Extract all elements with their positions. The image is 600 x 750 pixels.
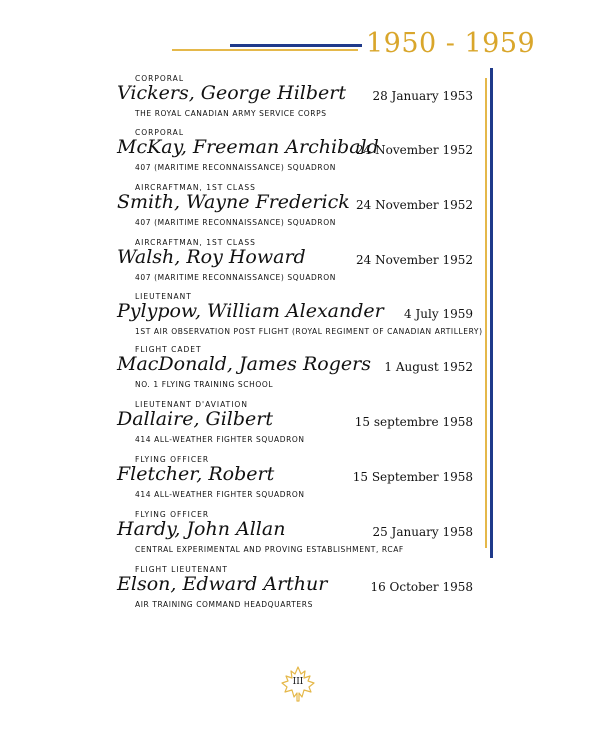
entry-unit: AIR TRAINING COMMAND HEADQUARTERS xyxy=(135,600,313,609)
memorial-entry xyxy=(117,128,477,180)
page-number: III xyxy=(292,677,304,687)
entry-unit: 414 ALL-WEATHER FIGHTER SQUADRON xyxy=(135,490,305,499)
entry-date: 1 August 1952 xyxy=(384,360,473,374)
memorial-entry xyxy=(117,565,477,617)
entry-date: 15 September 1958 xyxy=(352,470,473,484)
entry-rank: FLYING OFFICER xyxy=(135,455,210,464)
page-number-emblem xyxy=(278,664,318,704)
entry-name: MacDonald, James Rogers xyxy=(117,353,371,375)
entry-name: Pylypow, William Alexander xyxy=(117,300,384,322)
memorial-entry xyxy=(117,238,477,290)
entry-name: Smith, Wayne Frederick xyxy=(117,191,350,213)
entry-date: 24 November 1952 xyxy=(356,253,473,267)
entry-unit: 1ST AIR OBSERVATION POST FLIGHT (ROYAL REGIMENT OF CANADIAN ARTILLERY) xyxy=(135,327,483,336)
entry-date: 4 July 1959 xyxy=(404,307,473,321)
entry-rank: AIRCRAFTMAN, 1ST CLASS xyxy=(135,183,256,192)
entry-name: Dallaire, Gilbert xyxy=(117,408,273,430)
entry-name: Walsh, Roy Howard xyxy=(117,246,306,268)
entry-date: 15 septembre 1958 xyxy=(354,415,473,429)
header-rule-gold xyxy=(172,49,358,51)
entry-rank: LIEUTENANT D'AVIATION xyxy=(135,400,248,409)
entry-date: 28 January 1953 xyxy=(372,89,473,103)
entry-date: 24 November 1952 xyxy=(356,198,473,212)
entry-rank: LIEUTENANT xyxy=(135,292,192,301)
memorial-entry xyxy=(117,183,477,235)
memorial-entry xyxy=(117,400,477,452)
entry-unit: 407 (MARITIME RECONNAISSANCE) SQUADRON xyxy=(135,163,336,172)
decade-title: 1950 - 1959 xyxy=(366,28,536,59)
entry-unit: 407 (MARITIME RECONNAISSANCE) SQUADRON xyxy=(135,218,336,227)
entry-rank: FLIGHT LIEUTENANT xyxy=(135,565,228,574)
memorial-entry xyxy=(117,455,477,507)
entry-name: Hardy, John Allan xyxy=(117,518,286,540)
entry-unit: CENTRAL EXPERIMENTAL AND PROVING ESTABLISHMENT, RCAF xyxy=(135,545,404,554)
memorial-entry xyxy=(117,74,477,126)
memorial-entry xyxy=(117,292,483,344)
entry-date: 24 November 1952 xyxy=(356,143,473,157)
entry-rank: FLYING OFFICER xyxy=(135,510,210,519)
entry-name: McKay, Freeman Archibald xyxy=(117,136,379,158)
memorial-entry xyxy=(117,510,477,562)
entry-name: Elson, Edward Arthur xyxy=(117,573,328,595)
margin-rule-blue xyxy=(490,68,493,558)
entry-rank: FLIGHT CADET xyxy=(135,345,202,354)
entry-name: Vickers, George Hilbert xyxy=(117,82,347,104)
entry-rank: CORPORAL xyxy=(135,74,184,83)
entry-unit: 407 (MARITIME RECONNAISSANCE) SQUADRON xyxy=(135,273,336,282)
entry-unit: THE ROYAL CANADIAN ARMY SERVICE CORPS xyxy=(135,109,327,118)
header-rule-blue xyxy=(230,44,362,47)
entry-unit: 414 ALL-WEATHER FIGHTER SQUADRON xyxy=(135,435,305,444)
entry-unit: NO. 1 FLYING TRAINING SCHOOL xyxy=(135,380,274,389)
entry-date: 25 January 1958 xyxy=(372,525,473,539)
entry-name: Fletcher, Robert xyxy=(117,463,275,485)
entry-date: 16 October 1958 xyxy=(370,580,473,594)
entry-rank: CORPORAL xyxy=(135,128,184,137)
margin-rule-gold xyxy=(485,78,487,548)
memorial-entry xyxy=(117,345,477,397)
entry-rank: AIRCRAFTMAN, 1ST CLASS xyxy=(135,238,256,247)
